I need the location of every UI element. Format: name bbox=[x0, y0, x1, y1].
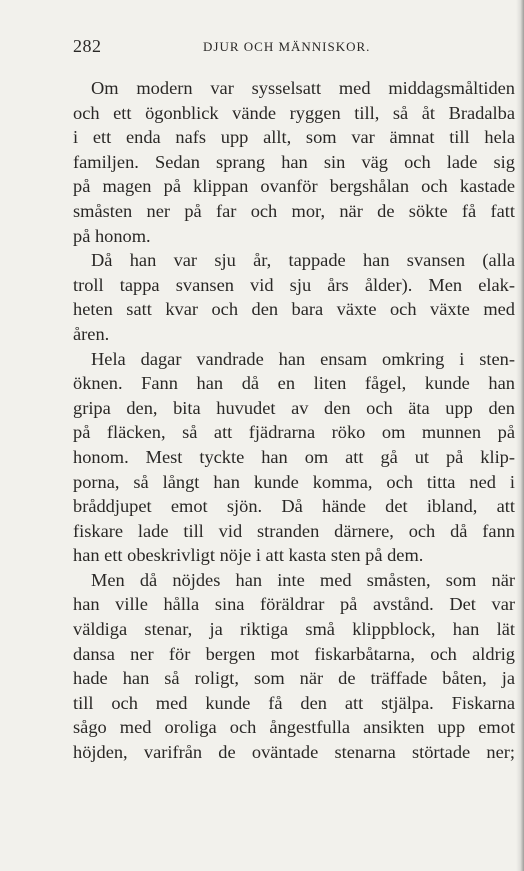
text-line: Om modern var sysselsatt med middagsmåltiden bbox=[91, 78, 515, 98]
text-line: öknen. Fann han då en liten fågel, kunde han bbox=[73, 373, 515, 394]
text-line: Då han var sju år, tappade han svansen (alla bbox=[91, 250, 515, 271]
page-number: 282 bbox=[73, 36, 102, 56]
text-line: Men då nöjdes han inte med småsten, som när bbox=[91, 569, 515, 590]
text-line: troll tappa svansen vid sju års ålder). Men elak- bbox=[73, 274, 515, 295]
text-line: väldiga stenar, ja riktiga små klippblock, han lät bbox=[73, 619, 515, 640]
text-line: åren. bbox=[73, 323, 110, 344]
body-text bbox=[73, 76, 515, 765]
text-line: på fläcken, så att fjädrarna röko om munnen på bbox=[73, 422, 515, 443]
text-line: på honom. bbox=[73, 225, 151, 246]
text-line: på magen på klippan ovanför bergshålan och kastade bbox=[73, 176, 515, 197]
text-line: till och med kunde få den att stjälpa. Fiskarna bbox=[73, 692, 515, 713]
text-line: sågo med oroliga och ångestfulla ansikten upp emot bbox=[73, 717, 515, 738]
text-line: i ett enda nafs upp allt, som var ämnat till hela bbox=[73, 127, 515, 148]
page-header bbox=[73, 36, 516, 60]
text-line: han ett obeskrivligt nöje i att kasta sten på dem. bbox=[73, 545, 424, 566]
text-line: och ett ögonblick vände ryggen till, så åt Bradalba bbox=[73, 102, 515, 123]
text-line: bråddjupet emot sjön. Då hände det ibland, att bbox=[73, 496, 515, 517]
running-head: DJUR OCH MÄNNISKOR. bbox=[203, 39, 371, 54]
page-edge-shadow bbox=[516, 0, 524, 871]
text-line: familjen. Sedan sprang han sin väg och lade sig bbox=[73, 151, 515, 172]
text-line: porna, så långt han kunde komma, och titta ned i bbox=[73, 471, 515, 492]
text-line: honom. Mest tyckte han om att gå ut på klip- bbox=[73, 446, 515, 467]
text-line: heten satt kvar och den bara växte och växte med bbox=[73, 299, 515, 320]
text-line: fiskare lade till vid stranden därnere, och då fann bbox=[73, 520, 515, 541]
text-line: höjden, varifrån de oväntade stenarna störtade ner; bbox=[73, 742, 515, 763]
text-line: hade han så roligt, som när de träffade båten, ja bbox=[73, 668, 515, 689]
text-line: småsten ner på far och mor, när de sökte få fatt bbox=[73, 200, 515, 221]
text-line: han ville hålla sina föräldrar på avstånd. Det var bbox=[73, 594, 515, 615]
text-line: Hela dagar vandrade han ensam omkring i sten- bbox=[91, 348, 515, 369]
text-line: gripa den, bita huvudet av den och äta upp den bbox=[73, 397, 515, 418]
text-line: dansa ner för bergen mot fiskarbåtarna, och aldrig bbox=[73, 643, 515, 664]
